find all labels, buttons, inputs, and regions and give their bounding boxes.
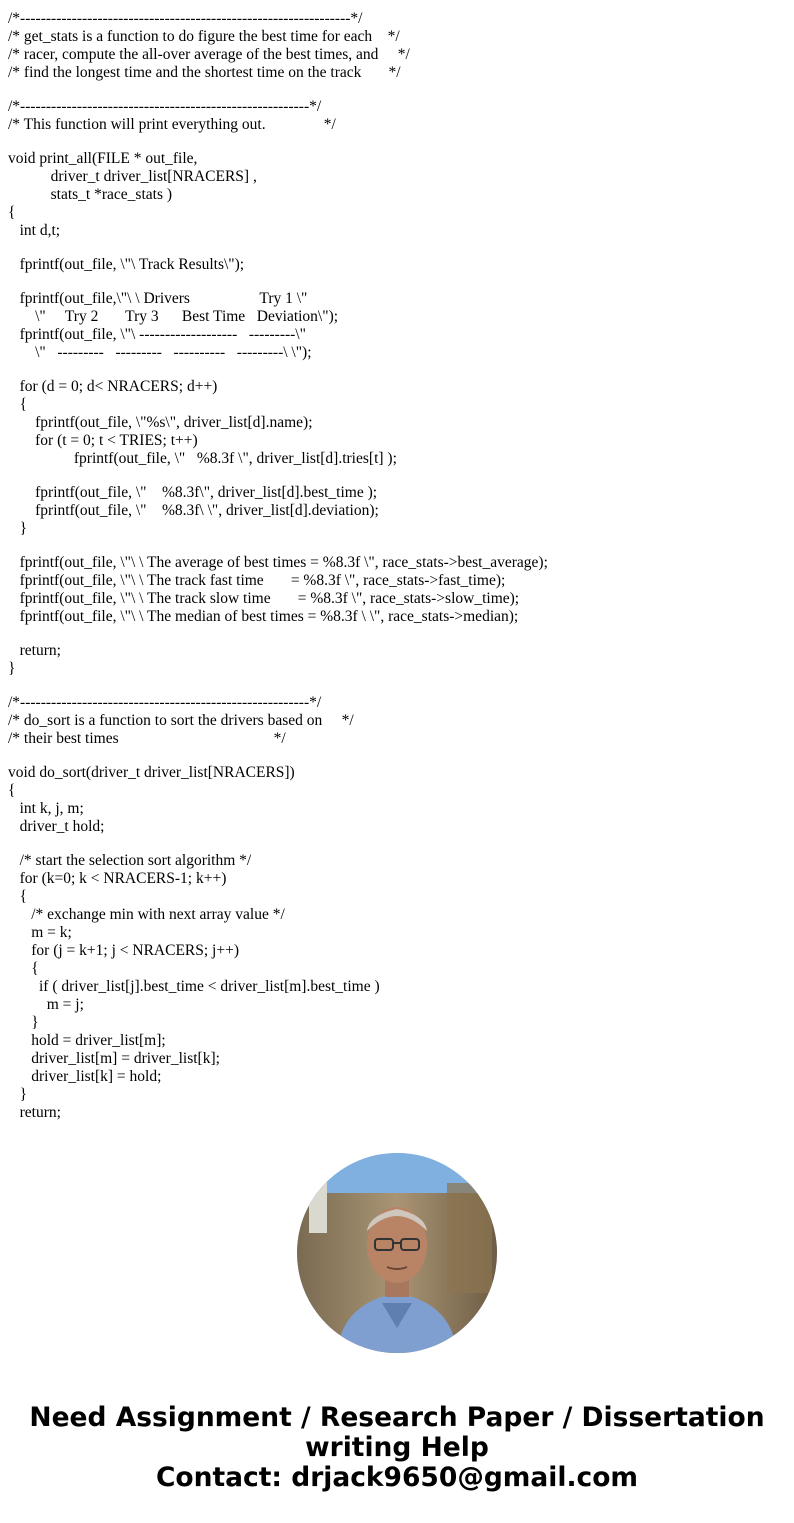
code-line: /*----------------------------------------------------------------*/	[8, 10, 363, 27]
code-line: }	[8, 660, 16, 677]
blank-line	[8, 362, 548, 378]
author-portrait	[297, 1153, 497, 1353]
code-listing	[8, 10, 548, 1122]
code-line: /* exchange min with next array value */	[8, 906, 285, 923]
code-line: {	[8, 204, 16, 221]
code-line: /* racer, compute the all-over average of the best times, and */	[8, 46, 410, 63]
code-line: }	[8, 1086, 28, 1103]
code-line: /* do_sort is a function to sort the drivers based on */	[8, 712, 354, 729]
code-line: for (k=0; k < NRACERS-1; k++)	[8, 870, 227, 887]
blank-line	[8, 82, 548, 98]
code-line: for (t = 0; t < TRIES; t++)	[8, 432, 198, 449]
blank-line	[8, 748, 548, 764]
code-line: {	[8, 888, 28, 905]
code-line: /* start the selection sort algorithm */	[8, 852, 252, 869]
blank-line	[8, 678, 548, 694]
footer-banner	[0, 1403, 794, 1493]
code-line: fprintf(out_file, \"\ \ The average of best times = %8.3f \", race_stats->best_average);	[8, 554, 548, 571]
code-line: if ( driver_list[j].best_time < driver_list[m].best_time )	[8, 978, 380, 995]
footer-line-1: Need Assignment / Research Paper / Dissertation	[29, 1402, 765, 1433]
code-line: {	[8, 782, 16, 799]
code-line: {	[8, 396, 28, 413]
blank-line	[8, 468, 548, 484]
footer-line-2: writing Help	[305, 1432, 489, 1463]
code-line: fprintf(out_file, \"\ Track Results\");	[8, 256, 245, 273]
code-line: int d,t;	[8, 222, 61, 239]
code-line: \" --------- --------- ---------- ---------\ \");	[8, 344, 312, 361]
code-line: fprintf(out_file, \"\ \ The track slow time = %8.3f \", race_stats->slow_time);	[8, 590, 520, 607]
code-line: /* find the longest time and the shortest time on the track */	[8, 64, 401, 81]
footer-contact: Contact: drjack9650@gmail.com	[155, 1462, 639, 1493]
code-line: int k, j, m;	[8, 800, 84, 817]
code-line: m = k;	[8, 924, 72, 941]
code-line: hold = driver_list[m];	[8, 1032, 166, 1049]
code-line: fprintf(out_file, \"\ \ The median of best times = %8.3f \ \", race_stats->median);	[8, 608, 519, 625]
blank-line	[8, 836, 548, 852]
code-line: void print_all(FILE * out_file,	[8, 150, 198, 167]
code-line: void do_sort(driver_t driver_list[NRACERS])	[8, 764, 295, 781]
code-line: /* get_stats is a function to do figure the best time for each */	[8, 28, 400, 45]
code-line: fprintf(out_file, \"%s\", driver_list[d].name);	[8, 414, 313, 431]
code-line: stats_t *race_stats )	[8, 186, 173, 203]
code-line: for (j = k+1; j < NRACERS; j++)	[8, 942, 240, 959]
code-line: driver_list[k] = hold;	[8, 1068, 162, 1085]
code-line: /*--------------------------------------------------------*/	[8, 694, 322, 711]
avatar	[297, 1153, 497, 1353]
code-line: /* their best times */	[8, 730, 286, 747]
blank-line	[8, 538, 548, 554]
blank-line	[8, 274, 548, 290]
code-line: for (d = 0; d< NRACERS; d++)	[8, 378, 218, 395]
code-line: driver_list[m] = driver_list[k];	[8, 1050, 220, 1067]
code-line: /*--------------------------------------------------------*/	[8, 98, 322, 115]
blank-line	[8, 240, 548, 256]
blank-line	[8, 626, 548, 642]
code-line: /* This function will print everything out. */	[8, 116, 336, 133]
code-line: driver_t hold;	[8, 818, 105, 835]
code-line: return;	[8, 1104, 61, 1121]
code-line: driver_t driver_list[NRACERS] ,	[8, 168, 257, 185]
code-line: \" Try 2 Try 3 Best Time Deviation\");	[8, 308, 339, 325]
code-line: m = j;	[8, 996, 84, 1013]
code-line: }	[8, 520, 28, 537]
code-line: fprintf(out_file, \"\ \ The track fast time = %8.3f \", race_stats->fast_time);	[8, 572, 506, 589]
code-line: {	[8, 960, 39, 977]
code-line: fprintf(out_file, \" %8.3f\ \", driver_list[d].deviation);	[8, 502, 379, 519]
code-line: return;	[8, 642, 61, 659]
code-line: fprintf(out_file,\"\ \ Drivers Try 1 \"	[8, 290, 308, 307]
code-line: fprintf(out_file, \" %8.3f \", driver_list[d].tries[t] );	[8, 450, 397, 467]
code-line: fprintf(out_file, \" %8.3f\", driver_list[d].best_time );	[8, 484, 378, 501]
code-line: }	[8, 1014, 39, 1031]
blank-line	[8, 134, 548, 150]
code-line: fprintf(out_file, \"\ ------------------- ---------\"	[8, 326, 306, 343]
